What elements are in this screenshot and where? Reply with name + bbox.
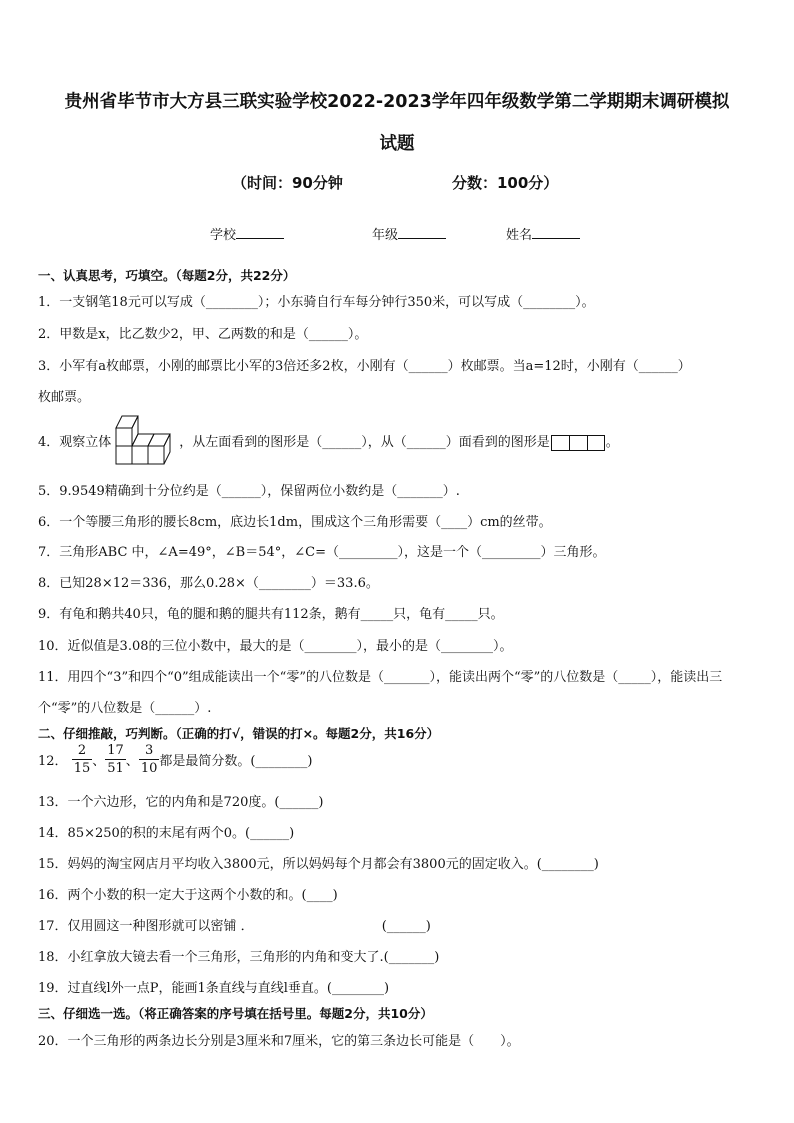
exam-title-line1: 贵州省毕节市大方县三联实验学校2022-2023学年四年级数学第二学期期末调研模拟: [64, 92, 730, 112]
fraction-separator: 、: [125, 754, 139, 769]
question-14: 14．85×250的积的末尾有两个0。(______): [38, 826, 295, 841]
school-label: 学校: [210, 228, 237, 243]
question-2: 2．甲数是x，比乙数少2，甲、乙两数的和是（______）。: [38, 327, 368, 342]
grade-field: [372, 224, 446, 243]
question-19: 19．过直线l外一点P，能画1条直线与直线l垂直。(________): [38, 981, 390, 996]
question-3-line2: 枚邮票。: [38, 390, 91, 405]
question-6: 6．一个等腰三角形的腰长8cm，底边长1dm，围成这个三角形需要（____）cm的丝带。: [38, 515, 552, 530]
question-11-line1: 11．用四个“3”和四个“0”组成能读出一个“零”的八位数是（_______），能读出两个“零”的八位数是（_____），能读出三: [38, 670, 723, 685]
question-7: 7．三角形ABC 中，∠A=49°，∠B＝54°，∠C=（_________），这是一个（_________）三角形。: [38, 545, 606, 560]
question-3-line1: 3．小军有a枚邮票，小刚的邮票比小军的3倍还多2枚，小刚有（______）枚邮票。当a=12时，小刚有（______）: [38, 359, 691, 374]
section-2-heading: 二、仔细推敲，巧判断。（正确的打√，错误的打×。每题2分，共16分）: [38, 726, 440, 741]
question-12: [38, 744, 313, 775]
question-16: 16．两个小数的积一定大于这两个小数的和。(____): [38, 888, 338, 903]
exam-time: （时间：90分钟: [232, 174, 343, 192]
school-field: [210, 224, 284, 243]
exam-title-line2: 试题: [379, 134, 415, 154]
fraction-3-10: $\frac{3}{10}$: [140, 743, 158, 776]
stacked-cubes-figure: [114, 414, 184, 466]
question-17: [38, 915, 431, 934]
question-4-prefix: 4．观察立体: [38, 435, 112, 450]
question-17-text: 17．仅用圆这一种图形就可以密铺 ．: [38, 919, 254, 934]
grade-blank: [398, 226, 446, 239]
question-12-number: 12．: [38, 754, 68, 769]
question-4-end: 。: [605, 435, 619, 450]
fraction-separator: 、: [92, 754, 106, 769]
exam-score: 分数：100分）: [452, 174, 559, 192]
question-17-blank: (______): [381, 919, 431, 934]
three-square-view-figure: [551, 435, 605, 451]
question-9: 9．有龟和鹅共40只，龟的腿和鹅的腿共有112条，鹅有_____只，龟有_____只。: [38, 607, 504, 622]
question-8: 8．已知28×12＝336，那么0.28×（________）＝33.6。: [38, 576, 379, 591]
name-blank: [532, 226, 580, 239]
question-15: 15．妈妈的淘宝网店月平均收入3800元，所以妈妈每个月都会有3800元的固定收入。(________): [38, 857, 599, 872]
name-field: [506, 224, 580, 243]
fraction-2-15: $\frac{2}{15}$: [73, 743, 91, 776]
grade-label: 年级: [372, 228, 399, 243]
question-5: 5．9.9549精确到十分位约是（______），保留两位小数约是（_______）.: [38, 484, 460, 499]
name-label: 姓名: [506, 228, 533, 243]
fraction-17-51: $\frac{17}{51}$: [107, 743, 124, 776]
question-13: 13．一个六边形，它的内角和是720度。(______): [38, 795, 324, 810]
section-1-heading: 一、认真思考，巧填空。（每题2分，共22分）: [38, 268, 296, 283]
school-blank: [236, 226, 284, 239]
question-20: 20．一个三角形的两条边长分别是3厘米和7厘米，它的第三条边长可能是（ ）。: [38, 1034, 520, 1049]
question-18: 18．小红拿放大镜去看一个三角形，三角形的内角和变大了.(_______): [38, 950, 440, 965]
question-1: 1．一支钢笔18元可以写成（________）；小东骑自行车每分钟行350米，可以写成（________）。: [38, 295, 595, 310]
question-12-text: 都是最简分数。(________): [159, 754, 313, 769]
question-4-middle: ，从左面看到的图形是（______），从（______）面看到的图形是: [179, 435, 550, 450]
section-3-heading: 三、仔细选一选。（将正确答案的序号填在括号里。每题2分，共10分）: [38, 1006, 433, 1021]
question-11-line2: 个“零”的八位数是（______）.: [38, 701, 212, 716]
question-10: 10．近似值是3.08的三位小数中，最大的是（________），最小的是（________）。: [38, 639, 513, 654]
